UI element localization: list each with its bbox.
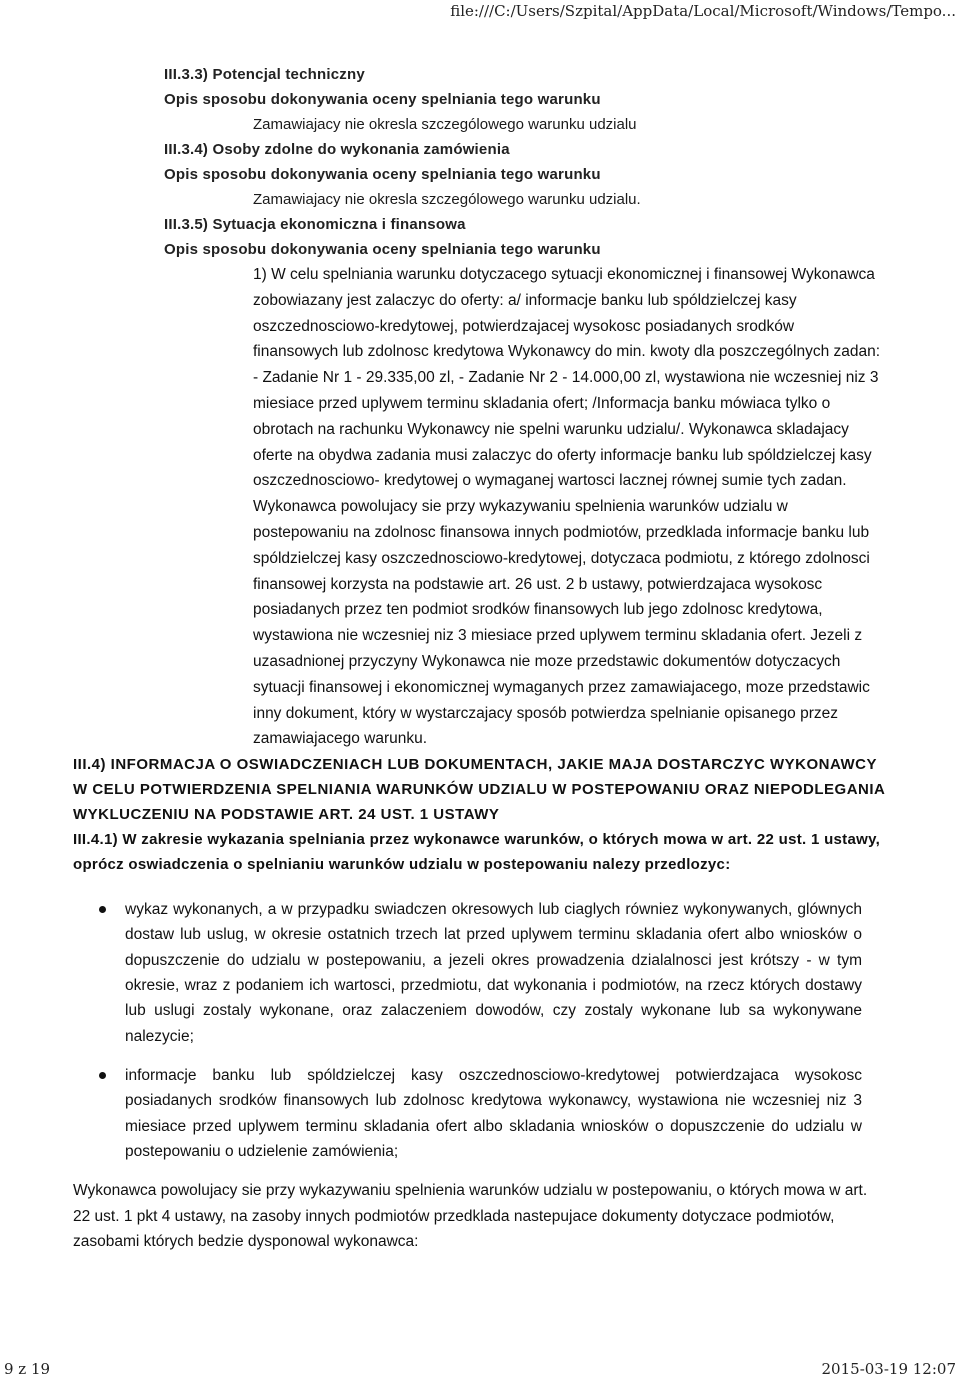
- list-item-text: informacje banku lub spóldzielczej kasy oszczednosciowo-kredytowej potwierdzajaca wysokosc posiadanych srodków finansowych lub zdolnosc kredytowa wykonawcy, wystawiona nie wczesniej niz 3 miesiace przed uplywem terminu skladania ofert albo skladania wniosków o dopuszczenie do udzialu w postepowaniu o udzielenie zamówienia;: [125, 1066, 862, 1160]
- list-item: [0, 1063, 862, 1164]
- bullet-icon: [99, 1072, 106, 1079]
- heading-osoby-zdolne: III.3.4) Osoby zdolne do wykonania zamówienia: [164, 141, 510, 158]
- text-osoby: Zamawiajacy nie okresla szczególowego warunku udzialu.: [253, 191, 641, 208]
- print-datetime: 2015-03-19 12:07: [821, 1360, 956, 1378]
- text-sytuacja-ekonomiczna: 1) W celu spelniania warunku dotyczacego sytuacji ekonomicznej i finansowej Wykonawca zobowiazany jest zalaczyc do oferty: a/ informacje banku lub spóldzielczej kasy oszczednosciowo-kredytowej, potwierdzajacej wysokosc posiadanych srodków finansowych lub zdolnosc kredytowa Wykonawcy do min. kwoty dla poszczególnych zadan: - Zadanie Nr 1 - 29.335,00 zl, - Zadanie Nr 2 - 14.000,00 zl, wystawiona nie wczesniej niz 3 miesiace przed uplywem terminu skladania ofert; /Informacja banku mówiaca tylko o obrotach na rachunku Wykonawcy nie spelni warunku udzialu/. Wykonawca skladajacy oferte na obydwa zadania musi zalaczyc do oferty informacje banku lub spóldzielczej kasy oszczednosciowo- kredytowej o wymaganej wartosci lacznej równej sumie tych zadan. Wykonawca powolujacy sie przy wykazywaniu spelnienia warunków udzialu w postepowaniu na zdolnosc finansowa innych podmiotów, przedklada informacje banku lub spóldzielczej kasy oszczednosciowo-kredytowej, dotyczaca podmiotu, z którego zdolnosci finansowej korzysta na podstawie art. 26 ust. 2 b ustawy, potwierdzajaca wysokosc posiadanych przez ten podmiot srodków finansowych lub jego zdolnosc kredytowa, wystawiona nie wczesniej niz 3 miesiace przed uplywem terminu skladania ofert. Jezeli z uzasadnionej przyczyny Wykonawca nie moze przedstawic dokumentów dotyczacych sytuacji finansowej i ekonomicznej wymaganych przez zamawiajacego, moze przedstawic inny dokument, który w wystarczajacy sposób potwierdza spelnianie opisanego przez zamawiajacego warunku.: [253, 266, 881, 748]
- closing-paragraph: Wykonawca powolujacy sie przy wykazywaniu spelnienia warunków udzialu w postepowaniu, o których mowa w art. 22 ust. 1 pkt 4 ustawy, na zasoby innych podmiotów przedklada nastepujace dokumenty dotyczace podmiotów, zasobami których bedzie dysponowal wykonawca:: [73, 1182, 868, 1251]
- text-potencjal: Zamawiajacy nie okresla szczególowego warunku udzialu: [253, 116, 637, 133]
- heading-informacja-o-oswiadczeniach: III.4) INFORMACJA O OSWIADCZENIACH LUB DOKUMENTACH, JAKIE MAJA DOSTARCZYC WYKONAWCY W CELU POTWIERDZENIA SPELNIANIA WARUNKÓW UDZIALU W POSTEPOWANIU ORAZ NIEPODLEGANIA WYKLUCZENIU NA PODSTAWIE ART. 24 UST. 1 USTAWY: [73, 756, 885, 824]
- document-body: [0, 62, 960, 1255]
- subheading-opis-sposobu: Opis sposobu dokonywania oceny spelniania tego warunku: [164, 91, 601, 108]
- requirements-list: [0, 897, 960, 1164]
- heading-sytuacja-ekonomiczna: III.3.5) Sytuacja ekonomiczna i finansowa: [164, 216, 466, 233]
- page-url: file:///C:/Users/Szpital/AppData/Local/Microsoft/Windows/Tempo...: [450, 2, 956, 20]
- subheading-opis-sposobu: Opis sposobu dokonywania oceny spelniania tego warunku: [164, 241, 601, 258]
- heading-w-zakresie-wykazania: III.4.1) W zakresie wykazania spelniania przez wykonawce warunków, o których mowa w art. 22 ust. 1 ustawy, oprócz oswiadczenia o spelnianiu warunków udzialu w postepowaniu nalezy przedlozyc:: [73, 831, 881, 874]
- heading-potencjal-techniczny: III.3.3) Potencjal techniczny: [164, 66, 365, 83]
- list-item-text: wykaz wykonanych, a w przypadku swiadczen okresowych lub ciaglych równiez wykonywanych, glównych dostaw lub uslug, w okresie ostatnich trzech lat przed uplywem terminu skladania ofert albo wniosków o dopuszczenie do udzialu w postepowaniu, a jezeli okres prowadzenia dzialalnosci jest krótszy - w tym okresie, wraz z podaniem ich wartosci, przedmiotu, dat wykonania i podmiotów, na rzecz których dostawy lub uslugi zostaly wykonane, oraz zalaczeniem dowodów, czy zostaly wykonane lub sa wykonywane nalezycie;: [125, 901, 862, 1045]
- subheading-opis-sposobu: Opis sposobu dokonywania oceny spelniania tego warunku: [164, 166, 601, 183]
- bullet-icon: [99, 906, 106, 913]
- page-counter: 9 z 19: [4, 1360, 51, 1378]
- list-item: [0, 897, 862, 1049]
